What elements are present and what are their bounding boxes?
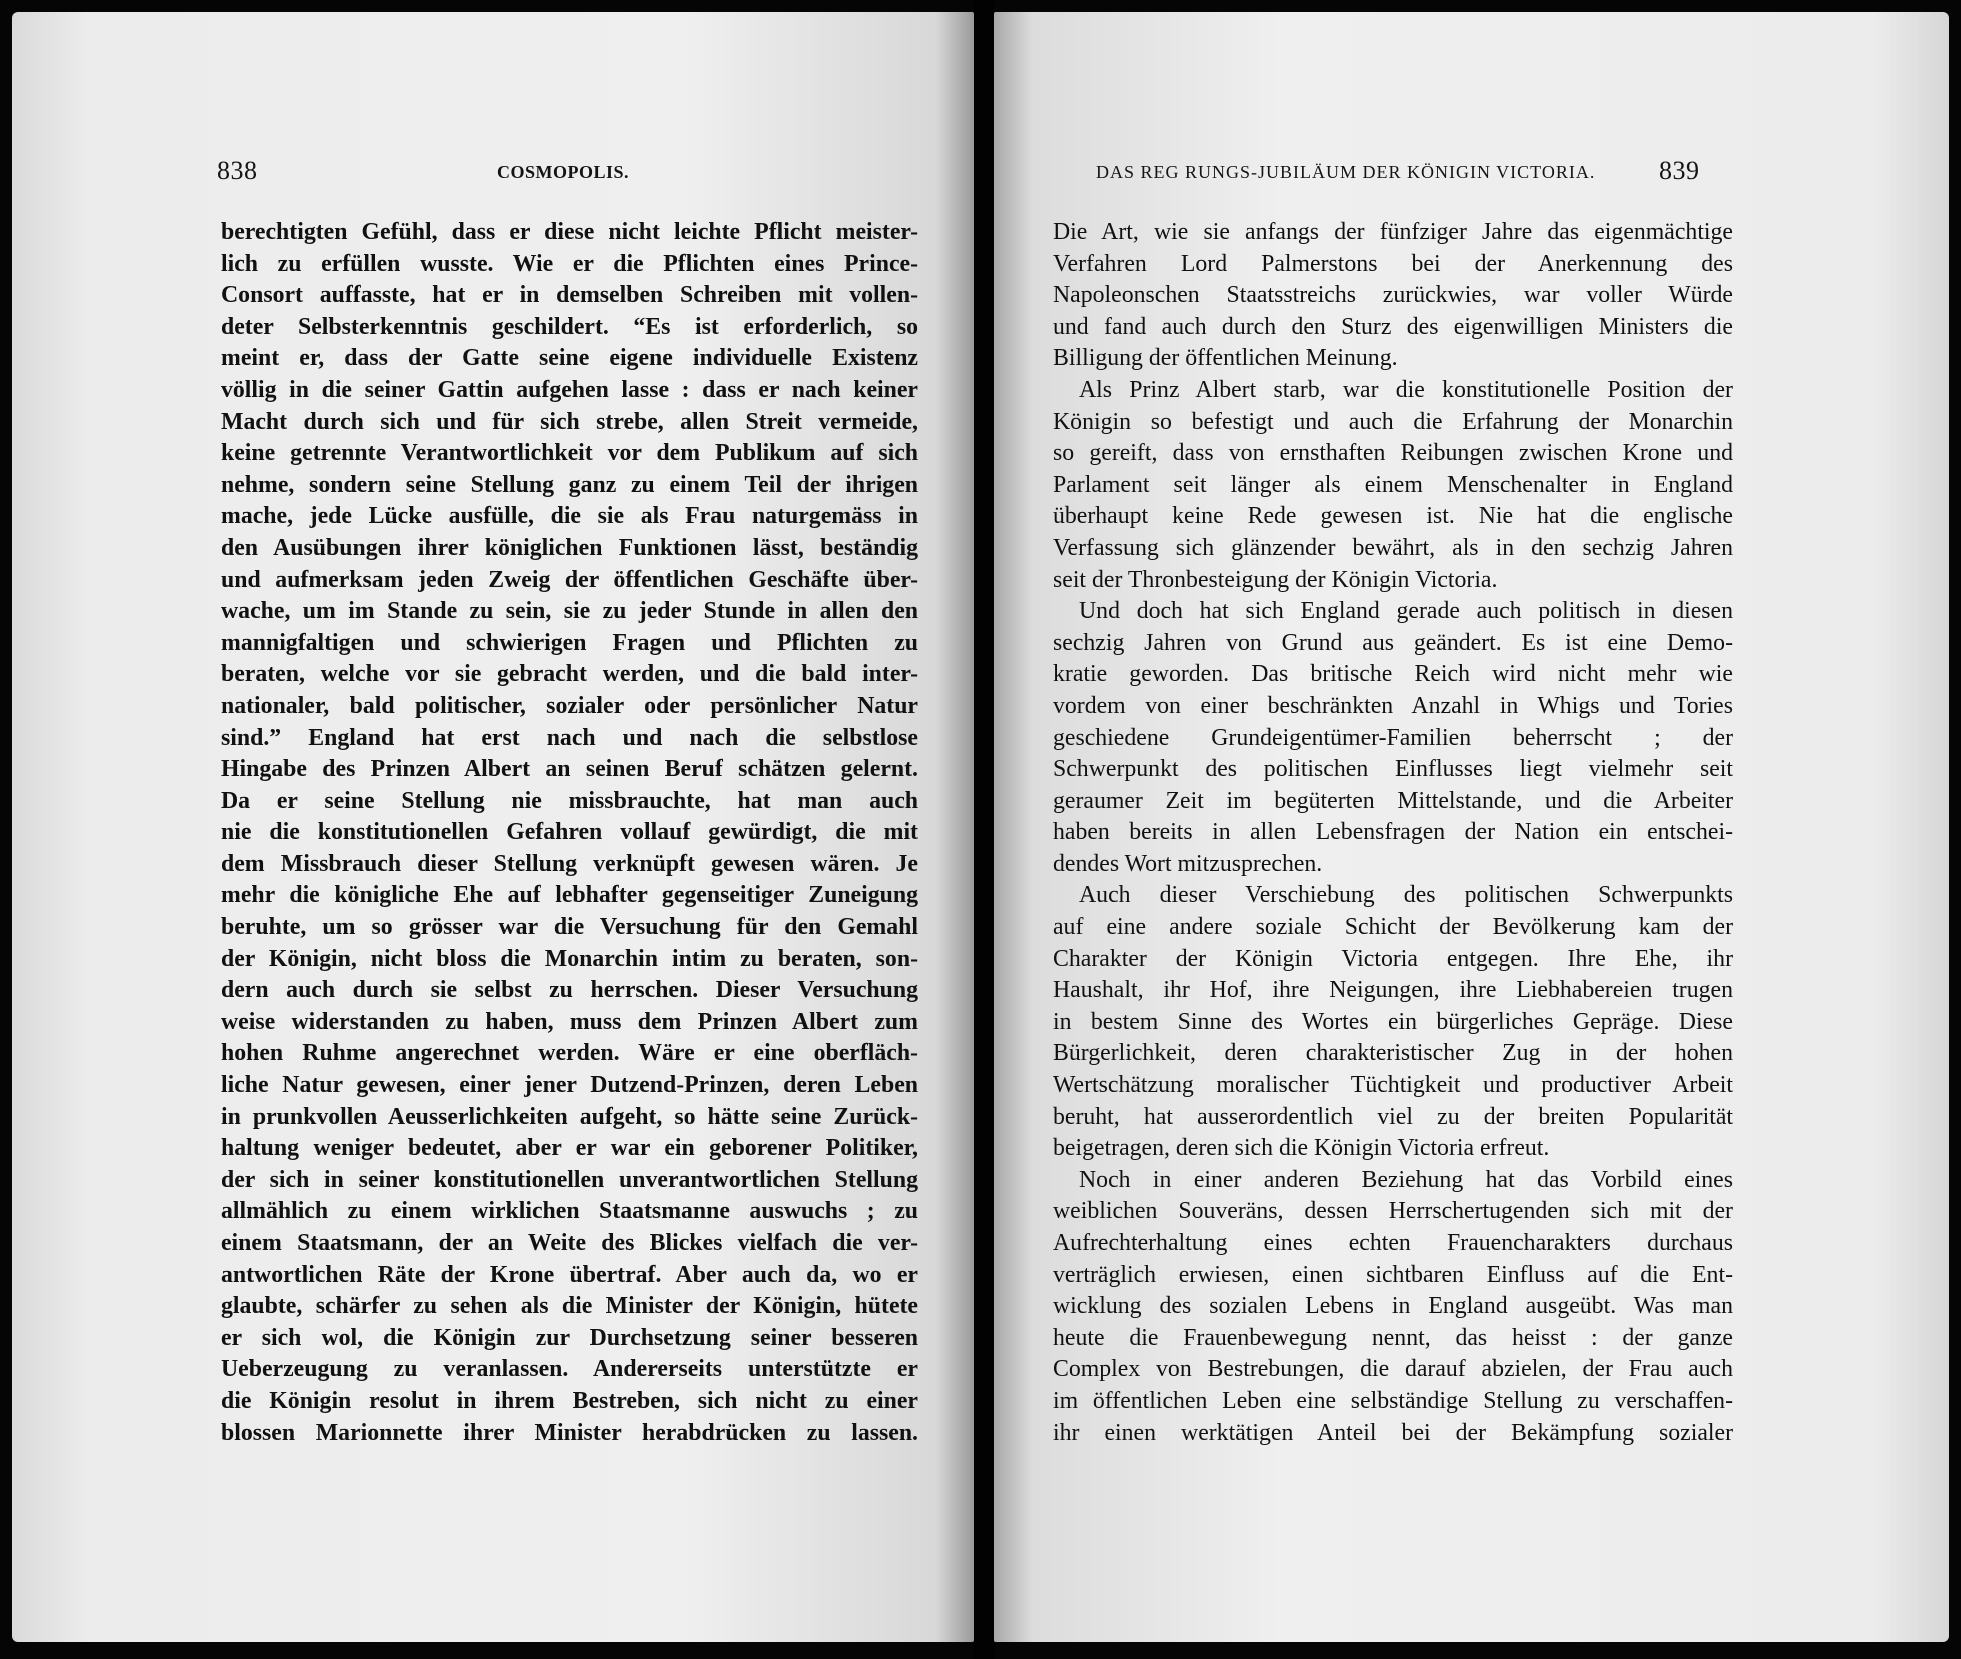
text-line: nehme, sondern seine Stellung ganz zu einem Teil der ihrigen <box>221 471 918 498</box>
text-line: Hingabe des Prinzen Albert an seinen Beruf schätzen gelernt. <box>221 756 918 783</box>
text-line: Königin so befestigt und auch die Erfahrung der Monarchin <box>1053 408 1733 435</box>
text-line: dem Missbrauch dieser Stellung verknüpft gewesen wären. Je <box>221 850 918 877</box>
left-page-text <box>221 217 918 1449</box>
text-line: berechtigten Gefühl, dass er diese nicht leichte Pflicht meister- <box>221 219 918 245</box>
text-line: nie die konstitutionellen Gefahren vollauf gewürdigt, die mit <box>221 819 918 846</box>
right-page-text <box>1053 217 1733 1449</box>
text-line: wache, um im Stande zu sein, sie zu jeder Stunde in allen den <box>221 598 918 625</box>
page-number-left: 838 <box>217 156 258 185</box>
text-line: Bürgerlichkeit, deren charakteristischer Zug in der hohen <box>1053 1040 1733 1067</box>
text-line: liche Natur gewesen, einer jener Dutzend-Prinzen, deren Leben <box>221 1072 918 1099</box>
text-line: dendes Wort mitzusprechen. <box>1053 850 1323 877</box>
text-line: mache, jede Lücke ausfülle, die sie als Frau naturgemäss in <box>221 503 918 530</box>
text-line: und fand auch durch den Sturz des eigenwilligen Ministers die <box>1053 313 1733 340</box>
text-line: in bestem Sinne des Wortes ein bürgerliches Gepräge. Diese <box>1053 1008 1733 1035</box>
text-line: Noch in einer anderen Beziehung hat das Vorbild eines <box>1079 1166 1733 1193</box>
text-line: Verfassung sich glänzender bewährt, als in den sechzig Jahren <box>1053 534 1733 561</box>
text-line: in prunkvollen Aeusserlichkeiten aufgeht, so hätte seine Zurück- <box>221 1103 918 1130</box>
text-line: mannigfaltigen und schwierigen Fragen und Pflichten zu <box>221 629 918 656</box>
text-line: Billigung der öffentlichen Meinung. <box>1053 345 1398 372</box>
text-line: auf eine andere soziale Schicht der Bevölkerung kam der <box>1053 914 1733 941</box>
text-line: weiblichen Souveräns, dessen Herrschertugenden sich mit der <box>1053 1198 1733 1225</box>
text-line: verträglich erwiesen, einen sichtbaren Einfluss auf die Ent- <box>1053 1261 1733 1288</box>
text-line: die Königin resolut in ihrem Bestreben, sich nicht zu einer <box>221 1387 918 1414</box>
text-line: so gereift, dass von ernsthaften Reibungen zwischen Krone und <box>1053 440 1733 467</box>
text-line: beruhte, um so grösser war die Versuchung für den Gemahl <box>221 914 918 941</box>
text-line: seit der Thronbesteigung der Königin Victoria. <box>1053 566 1498 593</box>
text-line: Ueberzeugung zu veranlassen. Andererseits unterstützte er <box>221 1356 918 1383</box>
text-line: hohen Ruhme angerechnet werden. Wäre er eine oberfläch- <box>221 1040 918 1067</box>
text-line: Parlament seit länger als einem Menschenalter in England <box>1053 471 1733 498</box>
text-line: lich zu erfüllen wusste. Wie er die Pflichten eines Prince- <box>221 250 918 277</box>
text-line: ihr einen werktätigen Anteil bei der Bekämpfung sozialer <box>1053 1419 1733 1446</box>
text-line: beraten, welche vor sie gebracht werden, und die bald inter- <box>221 661 918 688</box>
text-line: blossen Marionnette ihrer Minister herabdrücken zu lassen. <box>221 1419 918 1446</box>
text-line: wicklung des sozialen Lebens in England ausgeübt. Was man <box>1053 1293 1733 1320</box>
text-line: geraumer Zeit im begüterten Mittelstande, und die Arbeiter <box>1053 787 1733 814</box>
running-title-left: COSMOPOLIS. <box>497 162 630 182</box>
text-line: Napoleonschen Staatsstreichs zurückwies, war voller Würde <box>1053 282 1733 309</box>
text-line: deter Selbsterkenntnis geschildert. “Es ist erforderlich, so <box>221 313 918 340</box>
text-line: beigetragen, deren sich die Königin Victoria erfreut. <box>1053 1135 1550 1162</box>
text-line: antwortlichen Räte der Krone übertraf. Aber auch da, wo er <box>221 1261 918 1288</box>
text-line: vordem von einer beschränkten Anzahl in Whigs und Tories <box>1053 692 1733 719</box>
text-line: geschiedene Grundeigentümer-Familien beherrscht ; der <box>1053 724 1733 751</box>
text-line: mehr die königliche Ehe auf lebhafter gegenseitiger Zuneigung <box>221 882 918 909</box>
text-line: im öffentlichen Leben eine selbständige Stellung zu verschaffen- <box>1053 1387 1733 1414</box>
text-line: dern auch durch sie selbst zu herrschen. Dieser Versuchung <box>221 977 918 1004</box>
text-line: glaubte, schärfer zu sehen als die Minister der Königin, hütete <box>221 1293 918 1320</box>
text-line: Da er seine Stellung nie missbrauchte, hat man auch <box>221 787 918 814</box>
text-line: meint er, dass der Gatte seine eigene individuelle Existenz <box>221 345 918 372</box>
text-line: überhaupt keine Rede gewesen ist. Nie hat die englische <box>1053 503 1733 530</box>
text-line: Verfahren Lord Palmerstons bei der Anerkennung des <box>1053 250 1733 277</box>
text-line: Als Prinz Albert starb, war die konstitutionelle Position der <box>1079 376 1733 403</box>
text-line: Charakter der Königin Victoria entgegen. Ihre Ehe, ihr <box>1053 945 1733 972</box>
text-line: und aufmerksam jeden Zweig der öffentlichen Geschäfte über- <box>221 566 918 593</box>
text-line: Haushalt, ihr Hof, ihre Neigungen, ihre Liebhabereien trugen <box>1053 977 1733 1004</box>
text-line: weise widerstanden zu haben, muss dem Prinzen Albert zum <box>221 1008 918 1035</box>
left-page <box>12 12 974 1642</box>
text-line: sind.” England hat erst nach und nach die selbstlose <box>221 724 918 751</box>
text-line: beruht, hat ausserordentlich viel zu der breiten Popularität <box>1053 1103 1733 1130</box>
text-line: Die Art, wie sie anfangs der fünfziger Jahre das eigenmächtige <box>1053 219 1733 245</box>
text-line: sechzig Jahren von Grund aus geändert. Es ist eine Demo- <box>1053 629 1733 656</box>
text-line: der sich in seiner konstitutionellen unverantwortlichen Stellung <box>221 1166 918 1193</box>
text-line: Und doch hat sich England gerade auch politisch in diesen <box>1079 598 1733 625</box>
text-line: Wertschätzung moralischer Tüchtigkeit und productiver Arbeit <box>1053 1072 1733 1099</box>
text-line: Schwerpunkt des politischen Einflusses liegt vielmehr seit <box>1053 756 1733 783</box>
text-line: haltung weniger bedeutet, aber er war ein geborener Politiker, <box>221 1135 918 1162</box>
text-line: heute die Frauenbewegung nennt, das heisst : der ganze <box>1053 1324 1733 1351</box>
right-page <box>994 12 1949 1642</box>
text-line: nationaler, bald politischer, sozialer oder persönlicher Natur <box>221 692 918 719</box>
text-line: kratie geworden. Das britische Reich wird nicht mehr wie <box>1053 661 1733 688</box>
page-number-right: 839 <box>1659 156 1700 185</box>
text-line: keine getrennte Verantwortlichkeit vor dem Publikum auf sich <box>221 440 918 467</box>
running-title-right: DAS REG RUNGS-JUBILÄUM DER KÖNIGIN VICTORIA. <box>1096 162 1596 182</box>
text-line: Consort auffasste, hat er in demselben Schreiben mit vollen- <box>221 282 918 309</box>
text-line: Auch dieser Verschiebung des politischen Schwerpunkts <box>1079 882 1733 909</box>
text-line: allmählich zu einem wirklichen Staatsmanne auswuchs ; zu <box>221 1198 918 1225</box>
text-line: Macht durch sich und für sich strebe, allen Streit vermeide, <box>221 408 918 435</box>
book-gutter <box>974 0 994 1659</box>
text-line: er sich wol, die Königin zur Durchsetzung seiner besseren <box>221 1324 918 1351</box>
text-line: der Königin, nicht bloss die Monarchin intim zu beraten, son- <box>221 945 918 972</box>
text-line: einem Staatsmann, der an Weite des Blickes vielfach die ver- <box>221 1230 918 1256</box>
text-line: Aufrechterhaltung eines echten Frauencharakters durchaus <box>1053 1230 1733 1256</box>
text-line: völlig in die seiner Gattin aufgehen lasse : dass er nach keiner <box>221 376 918 403</box>
text-line: den Ausübungen ihrer königlichen Funktionen lässt, beständig <box>221 534 918 561</box>
text-line: haben bereits in allen Lebensfragen der Nation ein entschei- <box>1053 819 1733 846</box>
text-line: Complex von Bestrebungen, die darauf abzielen, der Frau auch <box>1053 1356 1733 1383</box>
